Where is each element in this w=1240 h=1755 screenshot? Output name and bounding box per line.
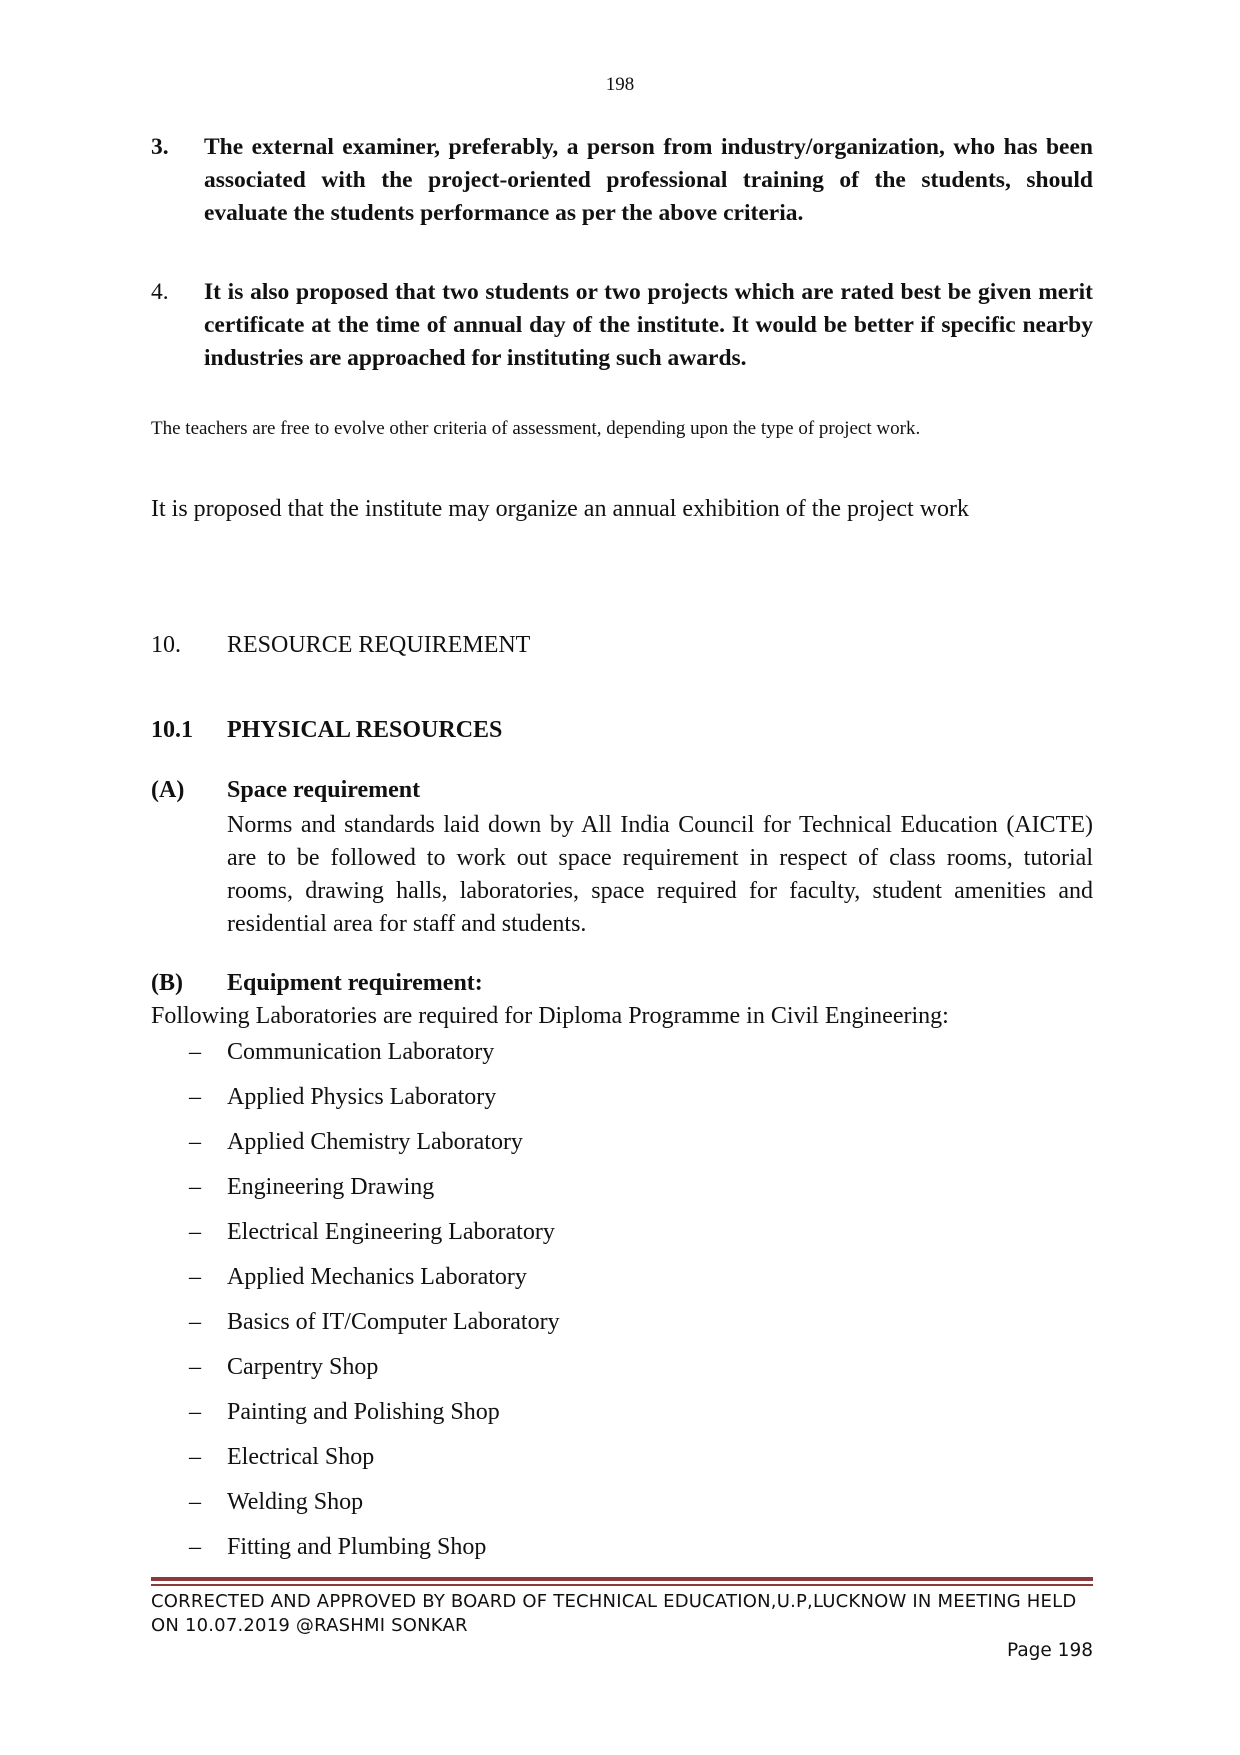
lab-label: Welding Shop	[227, 1489, 364, 1515]
subheading-label: (B)	[151, 970, 183, 996]
footer-line-2: ON 10.07.2019 @RASHMI SONKAR	[151, 1615, 468, 1636]
page-number-top: 198	[605, 74, 635, 95]
subheading-title: Equipment requirement:	[227, 970, 483, 996]
dash-bullet: –	[189, 1219, 201, 1245]
footer-approval	[151, 1590, 1093, 1638]
item-text: It is also proposed that two students or two projects which are rated best be given merit certificate at the time of annual day of the institute. It would be better if specific nearby industries are approached for instituting such awards.	[204, 279, 1093, 371]
dash-bullet: –	[189, 1084, 201, 1110]
section-number: 10.1	[151, 717, 193, 743]
dash-bullet: –	[189, 1174, 201, 1200]
dash-bullet: –	[189, 1489, 201, 1515]
dash-bullet: –	[189, 1354, 201, 1380]
lab-label: Painting and Polishing Shop	[227, 1399, 500, 1425]
item-number: 3.	[151, 134, 169, 160]
item-text: The external examiner, preferably, a person from industry/organization, who has been associated with the project-oriented professional training of the students, should evaluate the students performance as per the above criteria.	[204, 134, 1093, 226]
space-requirement-text: Norms and standards laid down by All India Council for Technical Education (AICTE) are to be followed to work out space requirement in respect of class rooms, tutorial rooms, drawing halls, laboratories, space required for faculty, student amenities and residential area for staff and students.	[227, 812, 1093, 937]
lab-label: Communication Laboratory	[227, 1039, 495, 1065]
dash-bullet: –	[189, 1399, 201, 1425]
lab-label: Electrical Shop	[227, 1444, 375, 1470]
criteria-note: The teachers are free to evolve other criteria of assessment, depending upon the type of project work.	[151, 418, 921, 439]
lab-label: Applied Chemistry Laboratory	[227, 1129, 523, 1155]
dash-bullet: –	[189, 1039, 201, 1065]
dash-bullet: –	[189, 1264, 201, 1290]
section-number: 10.	[151, 632, 181, 658]
exhibition-note: It is proposed that the institute may organize an annual exhibition of the project work	[151, 496, 970, 522]
lab-label: Fitting and Plumbing Shop	[227, 1534, 487, 1560]
page-number-footer: Page 198	[1007, 1640, 1093, 1661]
subheading-title: Space requirement	[227, 777, 421, 803]
dash-bullet: –	[189, 1309, 201, 1335]
subheading-label: (A)	[151, 777, 185, 803]
lab-label: Applied Physics Laboratory	[227, 1084, 497, 1110]
footer-rule-thin	[151, 1584, 1093, 1586]
lab-label: Applied Mechanics Laboratory	[227, 1264, 527, 1290]
dash-bullet: –	[189, 1129, 201, 1155]
list-item-4	[151, 276, 1093, 375]
section-title: PHYSICAL RESOURCES	[227, 717, 503, 743]
dash-bullet: –	[189, 1534, 201, 1560]
section-heading-10	[151, 632, 531, 659]
footer-rule-thick	[151, 1577, 1093, 1581]
section-heading-10-1	[151, 717, 503, 744]
dash-bullet: –	[189, 1444, 201, 1470]
lab-label: Engineering Drawing	[227, 1174, 435, 1200]
item-number: 4.	[151, 279, 169, 305]
list-item-3	[151, 131, 1093, 230]
footer-line-1: CORRECTED AND APPROVED BY BOARD OF TECHNICAL EDUCATION,U.P,LUCKNOW IN MEETING HELD	[151, 1591, 1077, 1612]
subheading-space-requirement	[151, 777, 421, 804]
labs-intro: Following Laboratories are required for Diploma Programme in Civil Engineering:	[151, 1003, 949, 1029]
lab-label: Basics of IT/Computer Laboratory	[227, 1309, 560, 1335]
lab-label: Carpentry Shop	[227, 1354, 379, 1380]
lab-label: Electrical Engineering Laboratory	[227, 1219, 555, 1245]
section-title: RESOURCE REQUIREMENT	[227, 632, 531, 658]
subheading-equipment-requirement	[151, 970, 483, 997]
